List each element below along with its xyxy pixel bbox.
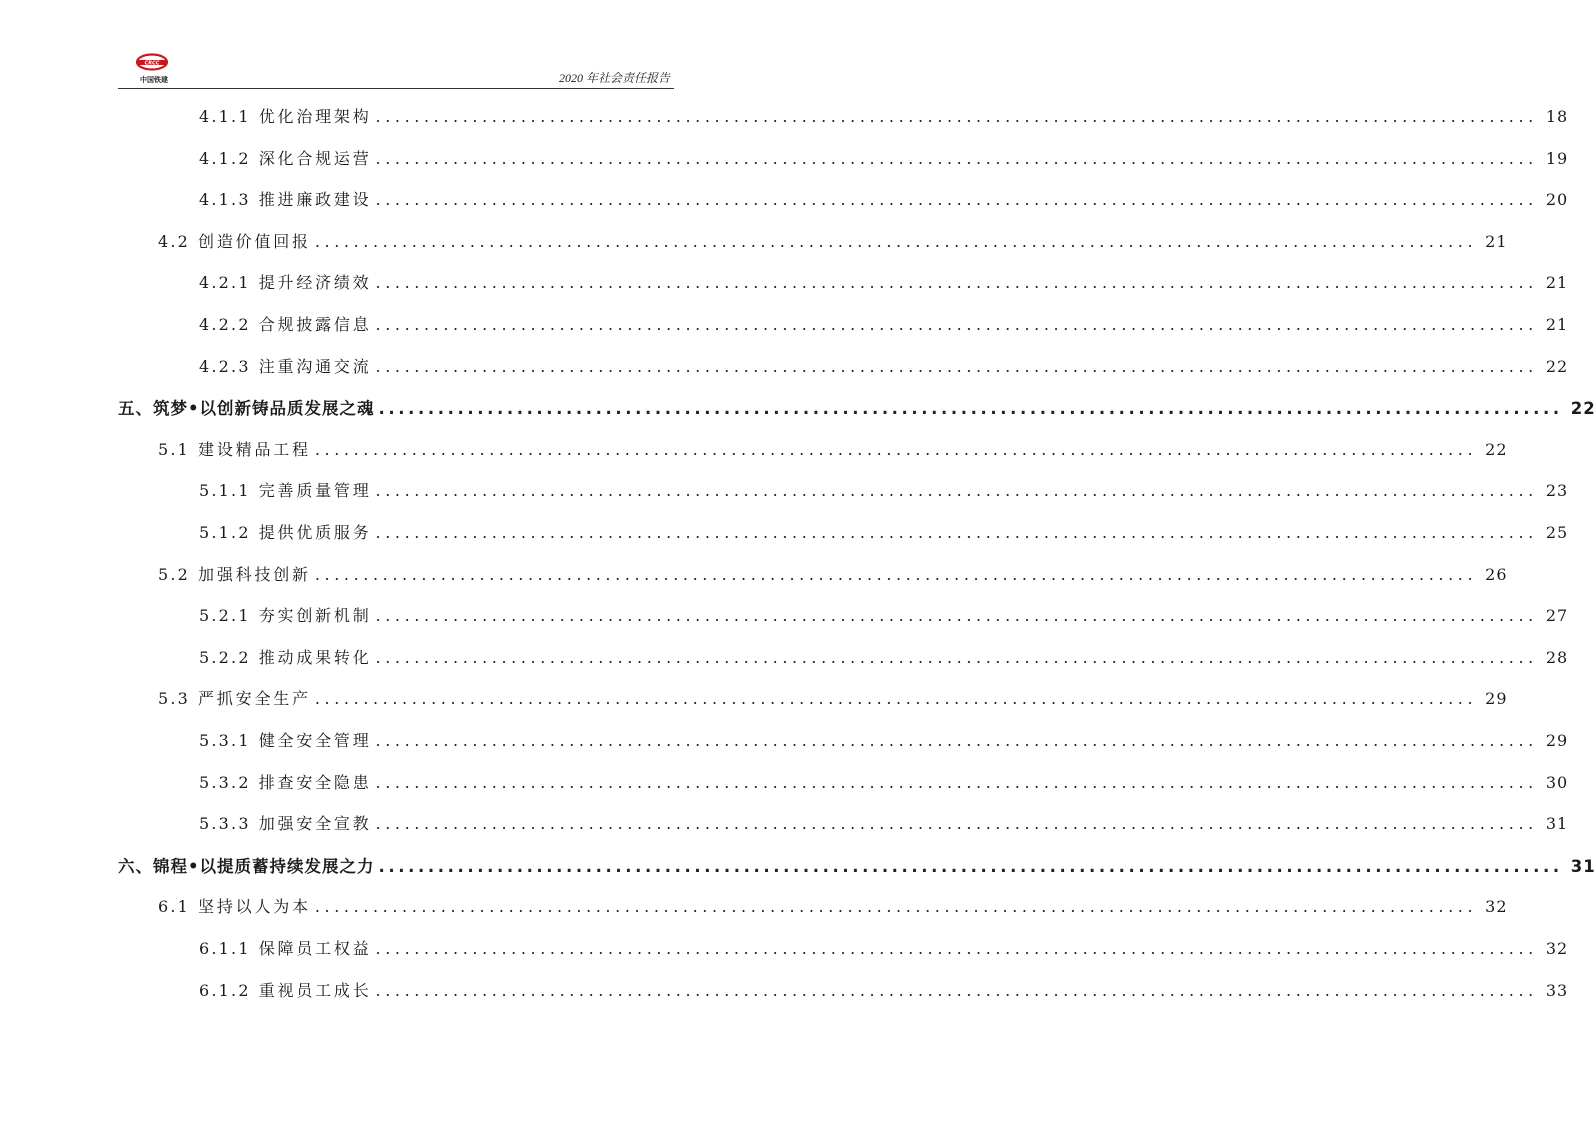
toc-entry-title: 推进廉政建设 <box>258 190 372 210</box>
toc-entry-title: 六、锦程•以提质蓄持续发展之力 <box>118 856 375 876</box>
toc-entry-page: 21 <box>1545 315 1569 334</box>
toc-entry-title: 推动成果转化 <box>258 647 372 667</box>
toc-entry[interactable] <box>158 562 1508 584</box>
dot-leader: ........................................................................................................................ <box>314 439 1478 459</box>
dot-leader: ........................................................................................................................ <box>375 315 1538 334</box>
toc-entry-page: 26 <box>1485 564 1508 584</box>
toc-entry[interactable] <box>199 811 1569 834</box>
toc-entry[interactable] <box>199 104 1569 126</box>
toc-entry-page: 30 <box>1545 772 1569 792</box>
toc-entry-title: 排查安全隐患 <box>258 772 372 792</box>
dot-leader: ........................................................................................................................ <box>314 689 1478 709</box>
toc-entry[interactable] <box>158 894 1508 917</box>
toc-entry-number: 4.2.1 <box>199 273 251 293</box>
toc-entry-number: 4.2 <box>158 231 191 251</box>
toc-entry[interactable] <box>199 770 1569 792</box>
toc-entry[interactable] <box>199 936 1569 958</box>
toc-entry-title: 深化合规运营 <box>258 148 372 168</box>
toc-entry-number: 5.2.1 <box>199 606 251 626</box>
toc-entry-number: 5.1.1 <box>199 481 251 501</box>
toc-entry[interactable] <box>199 520 1569 542</box>
toc-entry[interactable] <box>199 978 1569 1000</box>
toc-entry-number: 5.1.2 <box>199 523 251 542</box>
toc-entry-number: 6.1.1 <box>199 939 251 958</box>
dot-leader: ........................................................................................................................ <box>375 647 1538 667</box>
toc-entry-number: 4.1.3 <box>199 190 251 210</box>
toc-entry[interactable] <box>199 187 1569 210</box>
toc-entry-title: 坚持以人为本 <box>198 897 311 917</box>
dot-leader: ........................................................................................................................ <box>314 897 1478 917</box>
toc-entry-page: 21 <box>1545 273 1569 293</box>
toc-entry-page: 27 <box>1545 606 1569 626</box>
toc-entry-number: 5.3.2 <box>199 772 251 792</box>
toc-entry-number: 6.1 <box>158 897 191 917</box>
dot-leader: ........................................................................................................................ <box>375 481 1538 501</box>
toc-entry[interactable] <box>158 686 1508 709</box>
toc-entry-number: 5.3.1 <box>199 731 251 750</box>
toc-entry-number: 5.3 <box>158 689 191 709</box>
toc-entry[interactable] <box>199 478 1569 501</box>
toc-entry-title: 注重沟通交流 <box>258 356 372 376</box>
dot-leader: ........................................................................................................................ <box>375 148 1538 168</box>
toc-entry[interactable] <box>118 395 1596 419</box>
toc-entry-number: 6.1.2 <box>199 980 251 1000</box>
toc-entry[interactable] <box>199 312 1569 334</box>
toc-entry-title: 严抓安全生产 <box>198 689 311 709</box>
crcc-logo <box>132 51 172 85</box>
toc-entry-page: 31 <box>1545 814 1569 834</box>
toc-entry-title: 重视员工成长 <box>258 980 372 1000</box>
toc-entry-page: 29 <box>1545 731 1569 750</box>
toc-entry[interactable] <box>118 853 1596 876</box>
toc-entry-number: 4.2.2 <box>199 315 251 334</box>
toc-entry-number: 4.2.3 <box>199 356 251 376</box>
toc-entry-page: 28 <box>1545 647 1569 667</box>
toc-entry-page: 25 <box>1545 523 1569 542</box>
toc-entry-title: 提供优质服务 <box>258 523 372 542</box>
dot-leader: ........................................................................................................................ <box>375 273 1538 293</box>
toc-entry-page: 31 <box>1570 856 1596 876</box>
dot-leader: ........................................................................................................................ <box>375 980 1538 1000</box>
dot-leader: ........................................................................................................................ <box>314 564 1478 584</box>
toc-entry-page: 20 <box>1545 190 1569 210</box>
toc-entry-page: 19 <box>1545 148 1569 168</box>
toc-entry-number: 5.3.3 <box>199 814 251 834</box>
toc-entry[interactable] <box>158 229 1508 251</box>
svg-text:CRCC: CRCC <box>144 60 160 67</box>
toc-entry-page: 21 <box>1485 231 1508 251</box>
dot-leader: ........................................................................................................................ <box>375 814 1538 834</box>
toc-entry-title: 加强科技创新 <box>198 564 311 584</box>
toc-entry[interactable] <box>199 354 1569 376</box>
toc-entry-page: 22 <box>1485 439 1508 459</box>
toc-entry[interactable] <box>199 728 1569 750</box>
toc-entry-page: 33 <box>1545 980 1569 1000</box>
toc-entry-number: 4.1.1 <box>199 107 251 126</box>
toc-entry[interactable] <box>199 146 1569 168</box>
toc-entry-page: 23 <box>1545 481 1569 501</box>
toc-entry-number: 5.1 <box>158 439 191 459</box>
toc-entry[interactable] <box>199 270 1569 293</box>
toc-entry[interactable] <box>199 603 1569 626</box>
dot-leader: ........................................................................................................................ <box>378 399 1563 419</box>
toc-entry-title: 完善质量管理 <box>258 481 372 501</box>
report-title: 2020 年社会责任报告 <box>558 71 670 85</box>
toc-entry-title: 建设精品工程 <box>198 439 311 459</box>
toc-entry-title: 加强安全宣教 <box>258 814 372 834</box>
toc-entry-title: 五、筑梦•以创新铸品质发展之魂 <box>118 399 375 419</box>
dot-leader: ........................................................................................................................ <box>375 107 1538 126</box>
dot-leader: ........................................................................................................................ <box>375 772 1538 792</box>
toc-entry-page: 32 <box>1485 897 1508 917</box>
dot-leader: ........................................................................................................................ <box>375 939 1538 958</box>
toc-entry-page: 32 <box>1545 939 1569 958</box>
toc-entry-number: 5.2.2 <box>199 647 251 667</box>
dot-leader: ........................................................................................................................ <box>375 190 1538 210</box>
logo-mark-icon <box>132 51 172 75</box>
dot-leader: ........................................................................................................................ <box>375 523 1538 542</box>
dot-leader: ........................................................................................................................ <box>378 856 1563 876</box>
toc-entry-title: 提升经济绩效 <box>258 273 372 293</box>
logo-text: 中国铁建 <box>140 76 168 84</box>
toc-entry-title: 合规披露信息 <box>258 315 372 334</box>
dot-leader: ........................................................................................................................ <box>375 731 1538 750</box>
toc-entry-page: 18 <box>1545 107 1569 126</box>
toc-entry-number: 5.2 <box>158 564 191 584</box>
toc-entry-page: 22 <box>1570 399 1596 419</box>
toc-entry-page: 29 <box>1485 689 1508 709</box>
toc-entry-title: 夯实创新机制 <box>258 606 372 626</box>
toc-entry[interactable] <box>158 437 1508 459</box>
dot-leader: ........................................................................................................................ <box>314 231 1478 251</box>
toc-entry-page: 22 <box>1545 356 1569 376</box>
dot-leader: ........................................................................................................................ <box>375 356 1538 376</box>
page-header <box>118 48 674 89</box>
toc-entry-title: 健全安全管理 <box>258 731 372 750</box>
toc-entry-number: 4.1.2 <box>199 148 251 168</box>
dot-leader: ........................................................................................................................ <box>375 606 1538 626</box>
toc-entry-title: 保障员工权益 <box>258 939 372 958</box>
toc-entry[interactable] <box>199 645 1569 667</box>
toc-entry-title: 优化治理架构 <box>258 107 372 126</box>
toc-entry-title: 创造价值回报 <box>198 231 311 251</box>
